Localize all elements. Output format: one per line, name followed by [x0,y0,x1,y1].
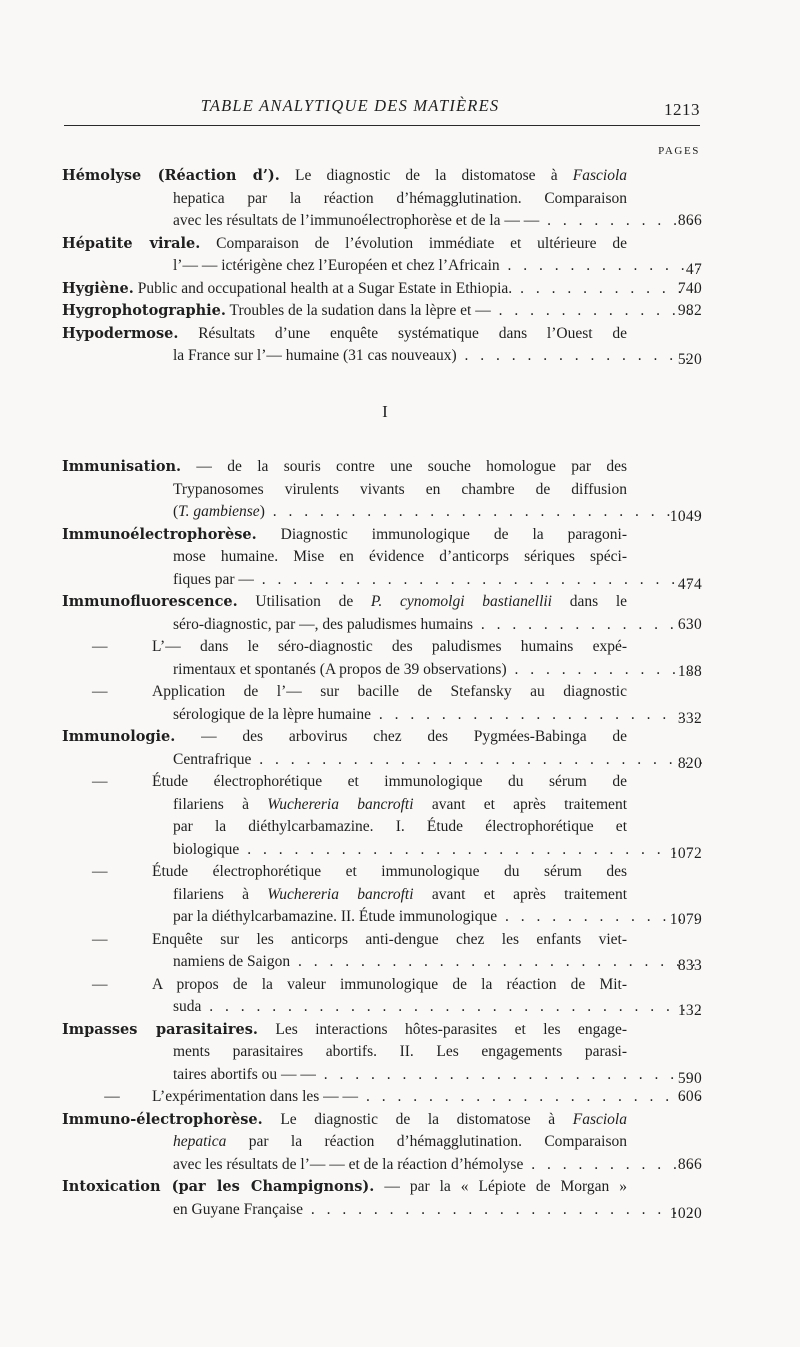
section-letter: I [382,402,388,421]
entry-text: namiens de Saigon [173,953,291,970]
entry-text: Diagnostic immunologique de la paragoni- [280,525,628,543]
index-entry-hemolyse [62,165,702,233]
sub-entry [62,636,702,681]
page-ref: 1079 [669,911,702,928]
page-ref: 590 [677,1069,702,1086]
entry-term: Hygiène. [62,279,134,297]
entry-line [62,726,702,749]
entry-line [62,704,702,727]
index-entry-intoxication [62,1176,702,1221]
index-entry-immuno-electrophorese [62,1109,702,1177]
entry-line [62,951,702,974]
entry-line [62,1154,702,1177]
entry-text: A propos de la valeur immunologique de la réaction de Mit- [152,975,627,993]
page-ref: 332 [677,709,702,726]
entry-line [62,771,702,794]
dash-marker: — [104,1088,120,1105]
entry-term: Hépatite virale. [62,234,201,252]
entry-text: Application de l’— sur bacille de Stefansky au diagnostic [152,683,627,700]
entry-text: par la réaction d’hémagglutination. Comparaison [226,1133,627,1150]
dash-marker: — [92,975,108,993]
dash-marker: — [92,683,108,700]
page-ref: 866 [677,212,702,229]
entry-line [62,1176,702,1199]
entry-italic: cynomolgi bastianellii [399,593,552,610]
entry-italic: Fasciola [572,1110,627,1128]
page-ref: 866 [677,1155,702,1173]
page-ref: 474 [677,575,702,591]
entry-line [62,906,702,929]
entry-line [62,210,702,233]
entry-text: sérologique de la lèpre humaine [173,705,371,723]
page-ref: 833 [677,957,702,974]
entry-text: — par la « Lépiote de Morgan » [384,1178,627,1195]
running-title: TABLE ANALYTIQUE DES MATIÈRES [200,96,500,115]
entry-line [62,1109,702,1132]
page-ref: 630 [677,615,702,633]
entry-text: Résultats d’une enquête systématique dans l’Ouest de [198,324,627,342]
entry-text: — de la souris contre une souche homologue par des [196,458,627,475]
entry-term: Hypodermose. [62,324,179,342]
entry-line [62,1019,702,1042]
entry-line [62,188,702,211]
entry-term: Immunologie. [62,728,176,745]
index-entry-impasses [62,1019,702,1109]
entry-line [62,591,702,614]
index-entry-hygrophotographie [62,300,702,323]
header-rule [64,125,700,126]
entry-text: suda [173,998,202,1015]
entry-text: filariens à [173,795,268,813]
sub-entry [62,681,702,726]
entry-line [62,839,702,862]
page-ref: 1020 [669,1204,702,1221]
entry-text: par la diéthylcarbamazine. I. Étude électrophorétique et [173,818,627,835]
index-entry-immunisation [62,456,702,524]
entry-text: Comparaison de l’évolution immédiate et ultérieure de [216,234,628,252]
entry-line [62,816,702,839]
entry-italic: T. gambiense [178,503,260,520]
entry-text: — des arbovirus chez des Pygmées-Babinga de [201,728,628,745]
entry-line [62,681,702,704]
entry-text: filariens à [173,885,268,903]
index-entry-hygiene [62,278,702,301]
entry-line [62,524,702,547]
entry-term: Hygrophotographie. [62,302,226,319]
section-i [62,456,702,1221]
page-ref: 188 [677,662,702,680]
entry-text: avant et après traitement [413,795,627,813]
entry-line [62,479,702,502]
entry-line [62,929,702,952]
entry-term: Impasses parasitaires. [62,1020,258,1038]
entry-text: Le diagnostic de la distomatose à [294,167,573,184]
sub-entry [62,861,702,929]
dash-marker: — [92,773,108,790]
sub-entry [62,771,702,861]
entry-text: biologique [173,840,240,858]
entry-text: avec les résultats de l’immunoélectrophorèse et de la — — [173,212,540,229]
entry-line [62,749,702,772]
entry-term: Immunoélectrophorèse. [62,525,257,543]
entry-italic: Fasciola [572,167,628,184]
entry-line [62,569,702,592]
entry-line [62,300,702,323]
entry-text: L’— dans le séro-diagnostic des paludismes humains expé- [152,638,627,655]
entry-line [62,861,702,884]
entry-term: Immunisation. [62,458,182,475]
entry-text: ments parasitaires abortifs. II. Les engagements parasi- [173,1043,627,1060]
page-number: 1213 [664,100,700,119]
sub-entry [62,1086,702,1109]
entry-line: (T. gambiense) 1049 . . . [62,501,702,524]
entry-line [62,345,702,368]
entry-text: Le diagnostic de la distomatose à [280,1110,573,1128]
section-h [62,165,702,368]
pages-column-label: PAGES [658,145,700,157]
entry-text: Étude électrophorétique et immunologique du sérum des [152,863,627,880]
entry-line [62,1086,702,1109]
page-ref: 47 [685,261,702,278]
entry-line [62,1199,702,1222]
entry-line [62,636,702,659]
entry-text: avec les résultats de l’— — et de la réaction d’hémolyse [173,1155,524,1173]
entry-line [62,996,702,1019]
entry-text: Utilisation de [255,593,371,610]
sub-entry [62,929,702,974]
entry-line [62,165,702,188]
entry-text: séro-diagnostic, par —, des paludismes humains [173,615,474,633]
entry-text: Trypanosomes virulents vivants en chambre de diffusion [173,480,627,498]
entry-line [62,1131,702,1154]
entry-text: hepatica par la réaction d’hémagglutination. Comparaison [173,189,627,207]
entry-text: dans le [552,593,627,610]
entry-line [62,233,702,256]
page-ref: 520 [677,351,702,368]
page-ref: 1072 [669,844,702,861]
entry-text: Enquête sur les anticorps anti-dengue chez les enfants viet- [152,930,627,948]
entry-line [62,456,702,479]
entry-italic: P. [370,593,383,610]
index-entry-immunologie [62,726,702,1019]
entry-term: Immunofluorescence. [62,593,238,610]
page-ref: 1049 [669,508,702,524]
entry-text: L’expérimentation dans les — — [152,1088,359,1105]
entry-line [62,974,702,997]
dash-marker: — [92,863,108,880]
dash-marker: — [92,638,108,655]
entry-text: mose humaine. Mise en évidence d’anticorps sériques spéci- [173,548,627,565]
entry-text: Centrafrique [173,750,252,768]
entry-text: rimentaux et spontanés (A propos de 39 observations) [173,660,507,678]
index-entry-hypodermose [62,323,702,368]
sub-entry [62,974,702,1019]
entry-term: Intoxication (par les Champignons). [62,1178,375,1195]
entry-text: la France sur l’— humaine (31 cas nouveaux) [173,347,457,364]
entry-line [62,323,702,346]
entry-line [62,884,702,907]
index-entry-immunoelectrophorese [62,524,702,592]
entry-line [62,546,702,569]
entry-term: Immuno-électrophorèse. [62,1110,263,1128]
index-entry-hepatite [62,233,702,278]
entry-text: Troubles de la sudation dans la lèpre et — [229,302,491,319]
entry-text: taires abortifs ou — — [173,1065,316,1083]
entry-line [62,278,702,301]
entry-italic: Wuchereria bancrofti [267,885,414,903]
entry-text: fiques par — [173,570,254,588]
entry-line [62,1041,702,1064]
page-ref: 982 [677,302,702,319]
entry-text: avant et après traitement [413,885,627,903]
entry-italic: hepatica [173,1133,227,1150]
page-ref: 132 [677,1002,702,1019]
dash-marker: — [92,930,108,948]
entry-line [62,255,702,278]
entry-italic: Wuchereria bancrofti [267,795,414,813]
entry-term: Hémolyse (Réaction d’). [62,167,280,184]
page-ref: 606 [677,1088,702,1105]
page-ref: 740 [677,279,702,297]
entry-text: Les interactions hôtes-parasites et les engage- [275,1020,627,1038]
entry-line [62,614,702,637]
entry-line [62,659,702,682]
entry-text: par la diéthylcarbamazine. II. Étude immunologique [173,908,498,925]
index-entry-immunofluorescence [62,591,702,726]
entry-text: l’— — ictérigène chez l’Européen et chez l’Africain [173,257,500,274]
entry-text: Étude électrophorétique et immunologique du sérum de [152,773,627,790]
page-ref: 820 [677,754,702,771]
entry-line [62,1064,702,1087]
entry-line [62,794,702,817]
entry-text: en Guyane Française [173,1200,303,1218]
entry-text: Public and occupational health at a Sugar Estate in Ethiopia. [137,279,513,297]
